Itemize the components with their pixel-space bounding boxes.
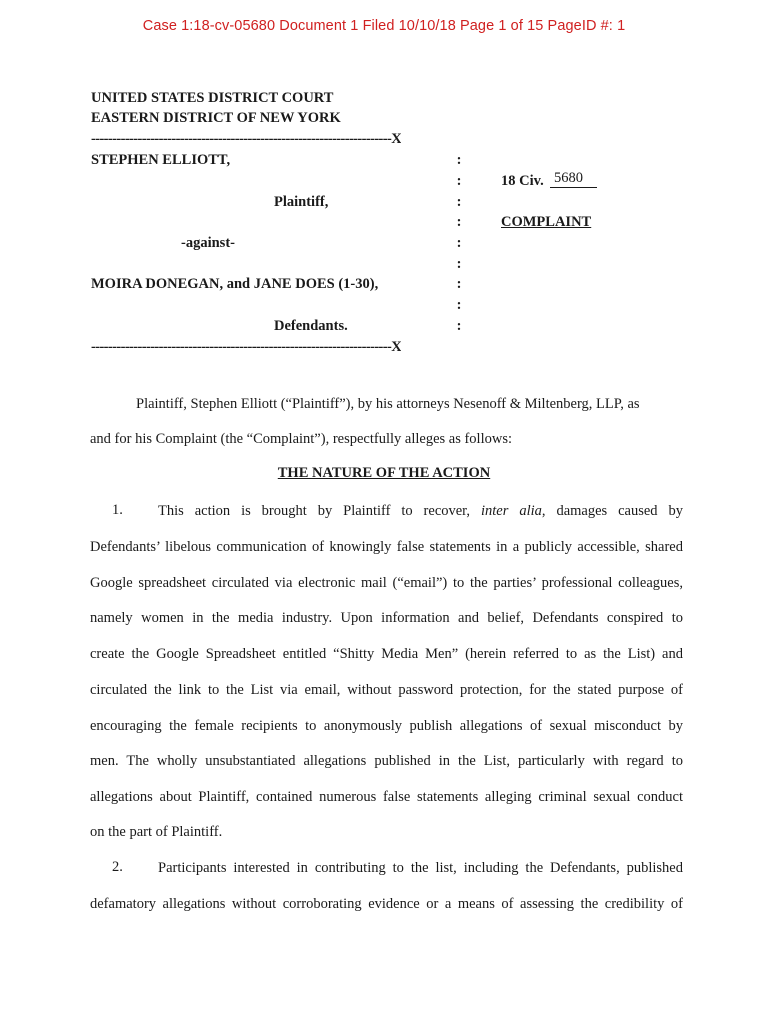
case-prefix: 18 Civ. (501, 173, 544, 189)
latin-term: inter alia (481, 503, 542, 519)
paragraph-line: on the part of Plaintiff. (90, 824, 223, 840)
caption-colon: : (456, 256, 462, 272)
document-type: COMPLAINT (501, 214, 592, 230)
caption-colon: : (456, 152, 462, 168)
paragraph-line: Google spreadsheet circulated via electronic mail (“email”) to the parties’ professional colleagues, (90, 575, 683, 591)
intro-line2: and for his Complaint (the “Complaint”), respectfully alleges as follows: (90, 431, 513, 447)
paragraph-text: , damages caused by (541, 503, 683, 519)
paragraph-line: defamatory allegations without corroborating evidence or a means of assessing the credibility of (90, 896, 683, 912)
caption-colon: : (456, 297, 462, 313)
paragraph-line: Defendants’ libelous communication of knowingly false statements in a publicly accessible, shared (90, 539, 683, 555)
ecf-header-stamp: Case 1:18-cv-05680 Document 1 Filed 10/10/18 Page 1 of 15 PageID #: 1 (142, 18, 626, 34)
caption-colon: : (456, 173, 462, 189)
intro-line1: Plaintiff, Stephen Elliott (“Plaintiff”), by his attorneys Nesenoff & Miltenberg, LLP, as (136, 396, 640, 412)
paragraph-line: men. The wholly unsubstantiated allegations published in the List, particularly with regard to (90, 753, 683, 769)
defendants-names: MOIRA DONEGAN, and JANE DOES (1-30), (91, 276, 379, 292)
caption-colon: : (456, 194, 462, 210)
caption-divider-bottom: -----------------------------------------------------------------------X (91, 339, 402, 355)
paragraph-line: encouraging the female recipients to anonymously publish allegations of sexual misconduct by (90, 718, 683, 734)
paragraph-line: circulated the link to the List via email, without password protection, for the stated purpose of (90, 682, 683, 698)
caption-colon: : (456, 214, 462, 230)
plaintiff-role: Plaintiff, (274, 194, 329, 210)
case-number-underline (550, 187, 597, 188)
paragraph-line: create the Google Spreadsheet entitled “Shitty Media Men” (herein referred to as the List) and (90, 646, 683, 662)
versus-label: -against- (181, 235, 235, 251)
caption-colon: : (456, 318, 462, 334)
paragraph-line: namely women in the media industry. Upon information and belief, Defendants conspired to (90, 610, 683, 626)
section-heading: THE NATURE OF THE ACTION (277, 465, 491, 481)
court-name-line1: UNITED STATES DISTRICT COURT (91, 90, 334, 106)
case-number: 5680 (554, 170, 583, 186)
defendants-role: Defendants. (274, 318, 348, 334)
caption-colon: : (456, 235, 462, 251)
caption-divider-top: -----------------------------------------------------------------------X (91, 131, 402, 147)
plaintiff-name: STEPHEN ELLIOTT, (91, 152, 231, 168)
caption-colon: : (456, 276, 462, 292)
paragraph-text: This action is brought by Plaintiff to recover, (158, 503, 471, 519)
paragraph-line: Participants interested in contributing to the list, including the Defendants, published (158, 860, 683, 876)
court-name-line2: EASTERN DISTRICT OF NEW YORK (91, 110, 341, 126)
paragraph-number: 2. (112, 859, 123, 875)
paragraph-number: 1. (112, 502, 123, 518)
paragraph-line: allegations about Plaintiff, contained numerous false statements alleging criminal sexual conduct (90, 789, 683, 805)
paragraph-line (158, 502, 683, 520)
